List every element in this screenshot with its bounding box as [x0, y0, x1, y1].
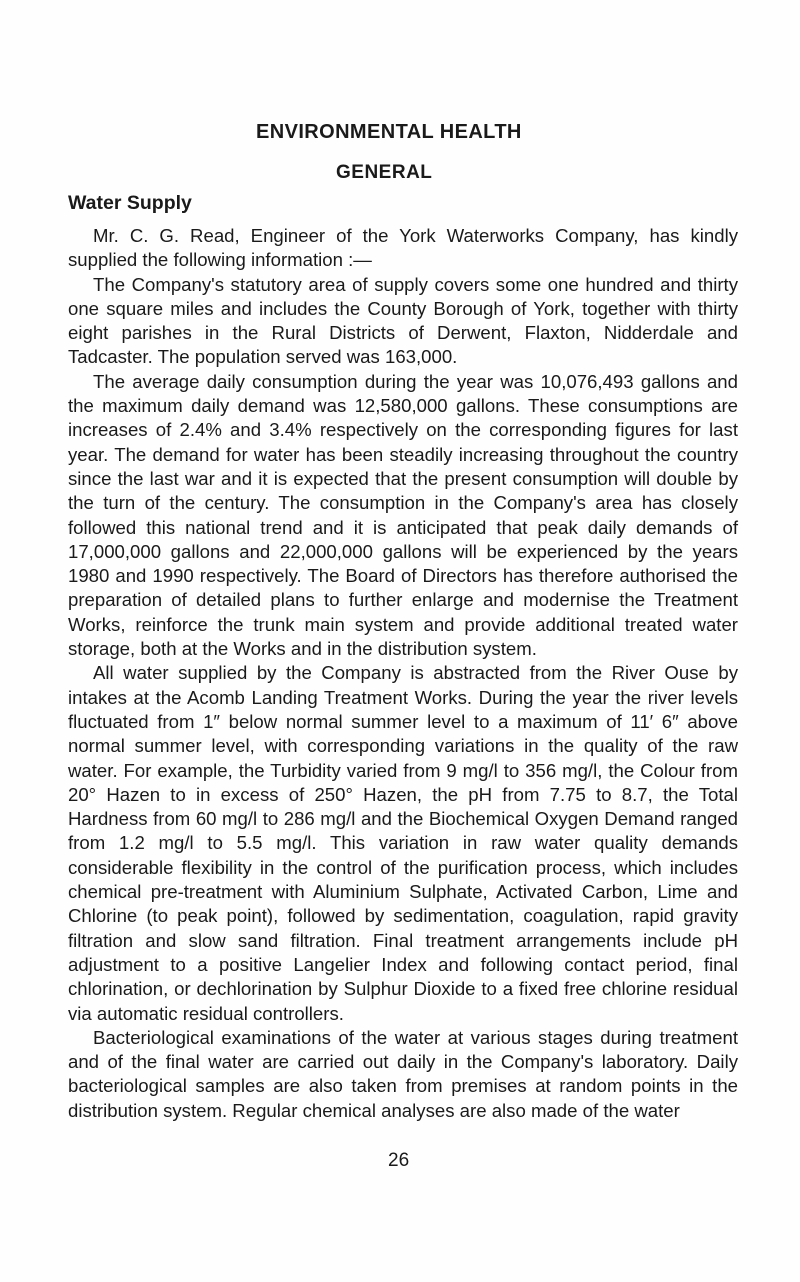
paragraph: Bacteriological examinations of the water at various stages during treatment and of the final water are carried out daily in the Company's laboratory. Daily bacteriological samples are also taken from premises at random points in the distribution system. Regular chemical analyses are also made of the water: [68, 1026, 738, 1121]
body-text: [68, 224, 738, 1123]
page-number: 26: [388, 1150, 410, 1171]
page-title: ENVIRONMENTAL HEALTH: [256, 121, 522, 143]
paragraph: Mr. C. G. Read, Engineer of the York Waterworks Company, has kindly supplied the following information :—: [68, 225, 738, 271]
section-heading-water-supply: Water Supply: [68, 192, 192, 214]
paragraph: All water supplied by the Company is abstracted from the River Ouse by intakes at the Acomb Landing Treatment Works. During the year the river levels fluctuated from 1″ below normal summer level to a maximum of 11′ 6″ above normal summer level, with corresponding variations in the quality of the raw water. For example, the Turbidity varied from 9 mg/l to 356 mg/l, the Colour from 20° Hazen to in excess of 250° Hazen, the pH from 7.75 to 8.7, the Total Hardness from 60 mg/l to 286 mg/l and the Biochemical Oxygen Demand ranged from 1.2 mg/l to 5.5 mg/l. This variation in raw water quality demands considerable flexibility in the control of the purification process, which includes chemical pre-treatment with Aluminium Sulphate, Activated Carbon, Lime and Chlorine (to peak point), followed by sedimentation, coagulation, rapid gravity filtration and slow sand filtration. Final treatment arrangements include pH adjustment to a positive Langelier Index and following contact period, final chlorination, or dechlorination by Sulphur Dioxide to a fixed free chlorine residual via automatic residual controllers.: [68, 662, 738, 1024]
page-subtitle: GENERAL: [336, 162, 433, 183]
paragraph: The average daily consumption during the year was 10,076,493 gallons and the maximum daily demand was 12,580,000 gallons. These consumptions are increases of 2.4% and 3.4% respectively on the corresponding figures for last year. The demand for water has been steadily increasing throughout the country since the last war and it is expected that the present consumption will double by the turn of the century. The consumption in the Company's area has closely followed this national trend and it is anticipated that peak daily demands of 17,000,000 gallons and 22,000,000 gallons will be experienced by the years 1980 and 1990 respectively. The Board of Directors has therefore authorised the preparation of detailed plans to further enlarge and modernise the Treatment Works, reinforce the trunk main system and provide additional treated water storage, both at the Works and in the distribution system.: [68, 370, 738, 660]
paragraph: The Company's statutory area of supply covers some one hundred and thirty one square miles and includes the County Borough of York, together with thirty eight parishes in the Rural Districts of Derwent, Flaxton, Nidderdale and Tadcaster. The population served was 163,000.: [68, 273, 738, 368]
